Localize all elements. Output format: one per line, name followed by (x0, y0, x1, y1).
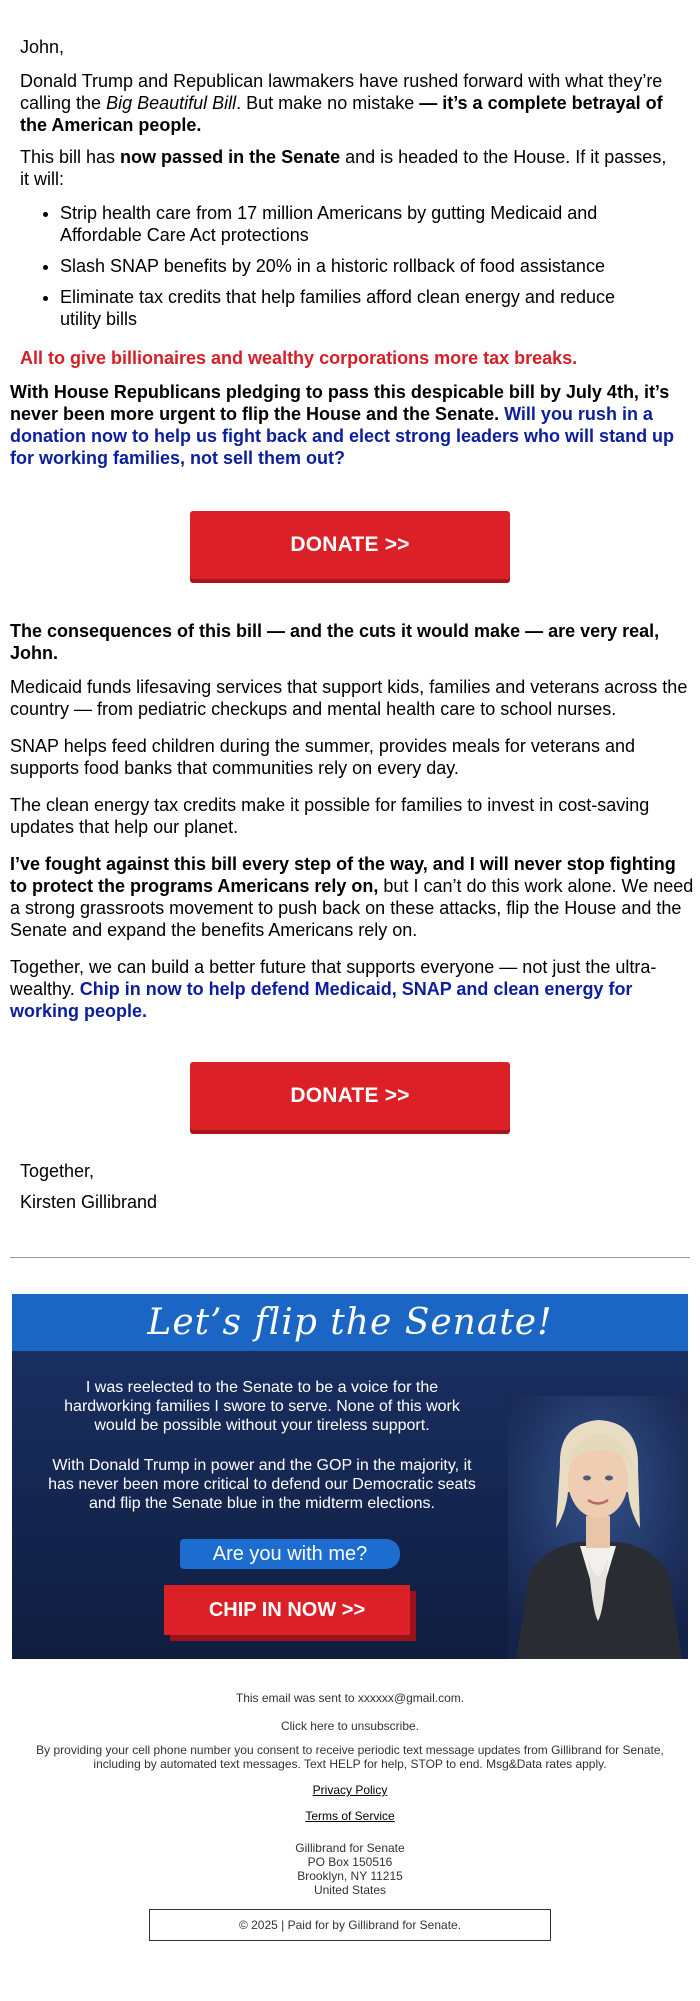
chip-in-button[interactable]: CHIP IN NOW >> (164, 1585, 410, 1635)
unsubscribe-link[interactable]: Click here to unsubscribe. (280, 1719, 420, 1733)
privacy-policy-link[interactable]: Privacy Policy (312, 1783, 388, 1797)
medicaid-paragraph: Medicaid funds lifesaving services that support kids, families and veterans across the country — from pediatric checkups and mental health care to school nurses. (10, 677, 688, 719)
together-paragraph: Together, we can build a better future that supports everyone — not just the ultra-wealthy. Chip in now to help defend Medicaid, SNAP and clean energy for working people. (10, 957, 657, 1021)
impact-list (0, 202, 700, 330)
flip-senate-banner[interactable] (12, 1294, 688, 1659)
footer (0, 1691, 700, 1941)
recipient-email-link[interactable]: xxxxxx@gmail.com (357, 1691, 461, 1705)
passed-paragraph: This bill has now passed in the Senate and is headed to the House. If it passes, it will: (20, 147, 667, 189)
chip-in-link[interactable]: Chip in now to help defend Medicaid, SNAP and clean energy for working people. (10, 979, 633, 1021)
terms-of-service-link[interactable]: Terms of Service (305, 1809, 395, 1823)
clean-energy-paragraph: The clean energy tax credits make it possible for families to invest in cost-saving updates that help our planet. (10, 795, 650, 837)
list-item: • Strip health care from 17 million Americans by gutting Medicaid and Affordable Care Act protections (60, 202, 660, 246)
sent-to-line: This email was sent to xxxxxx@gmail.com. (235, 1691, 465, 1705)
list-item: • Slash SNAP benefits by 20% in a historic rollback of food assistance (60, 255, 660, 277)
banner-header (12, 1294, 688, 1351)
copyright-box: © 2025 | Paid for by Gillibrand for Senate. (149, 1909, 551, 1941)
donation-link[interactable]: Will you rush in a donation now to help us fight back and elect strong leaders who will stand up for working families, not sell them out? (10, 404, 675, 468)
donate-button-2[interactable]: DONATE >> (190, 1062, 510, 1130)
list-item: • Eliminate tax credits that help families afford clean energy and reduce utility bills (60, 286, 660, 330)
banner-question: Are you with me? (180, 1539, 400, 1569)
urgent-paragraph: With House Republicans pledging to pass this despicable bill by July 4th, it’s never been more urgent to flip the House and the Senate. Will you rush in a donation now to help us fight back and elect strong leaders who will stand up for working families, not sell them out? (10, 382, 675, 468)
snap-paragraph: SNAP helps feed children during the summer, provides meals for veterans and supports food banks that communities rely on every day. (10, 736, 635, 778)
sms-consent: By providing your cell phone number you consent to receive periodic text message updates from Gillibrand for Senate, including by automated text messages. Text HELP for help, STOP to end. Msg&Data rates apply. (36, 1743, 664, 1771)
signoff: Together, (20, 1161, 95, 1181)
signature: Kirsten Gillibrand (20, 1192, 158, 1212)
intro-paragraph: Donald Trump and Republican lawmakers have rushed forward with what they’re calling the Big Beautiful Bill. But make no mistake — it’s a complete betrayal of the American people. (20, 71, 663, 135)
donate-button[interactable]: DONATE >> (190, 511, 510, 579)
mailing-address: Gillibrand for Senate PO Box 150516 Brooklyn, NY 11215 United States (295, 1841, 405, 1897)
senator-photo (508, 1396, 688, 1659)
banner-text-2: With Donald Trump in power and the GOP in the majority, it has never been more critical to defend our Democratic seats and flip the Senate blue in the midterm elections. (48, 1457, 476, 1512)
greeting: John, (20, 37, 65, 57)
banner-text-1: I was reelected to the Senate to be a voice for the hardworking families I swore to serve. None of this work would be possible without your tireless support. (64, 1379, 460, 1434)
billionaires-line: All to give billionaires and wealthy corporations more tax breaks. (20, 348, 578, 368)
banner-script-title: Let’s flip the Senate! (147, 1302, 553, 1343)
consequences-heading: The consequences of this bill — and the cuts it would make — are very real, John. (10, 621, 660, 663)
fought-paragraph: I’ve fought against this bill every step of the way, and I will never stop fighting to protect the programs Americans rely on, but I can’t do this work alone. We need a strong grassroots movement to push back on these attacks, flip the House and the Senate and expand the benefits Americans rely on. (10, 854, 694, 940)
